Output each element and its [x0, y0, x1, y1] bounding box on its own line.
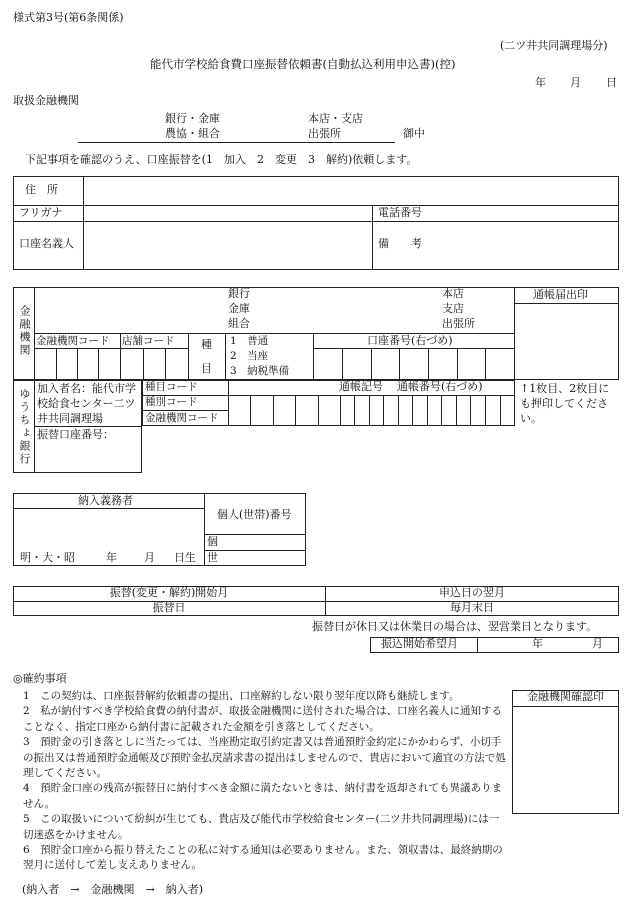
kind-label-1: 種: [201, 338, 212, 351]
start-month-label: 振替(変更・解約)開始月: [109, 586, 229, 599]
intro-text: 下記事項を確認のうえ、口座振替を(1 加入 2 変更 3 解約)依頼します。: [25, 153, 418, 166]
address-label: 住 所: [25, 183, 58, 196]
payer-heading: 納入義務者: [78, 494, 133, 507]
kind-option-ordinary: 1 普通: [230, 335, 269, 347]
yucho-passbook-symbol-label: 通帳記号: [339, 380, 383, 393]
payer-setai-label: 世: [207, 551, 218, 564]
branch-code-label: 店舗コード: [122, 335, 175, 347]
bank-option-kumiai: 組合: [228, 317, 250, 330]
bank-side-label: 金融機関: [18, 305, 31, 357]
term-item: 1 この契約は、口座振替解約依頼書の提出、口座解約しない限り翌年度以降も継続します。: [23, 690, 460, 702]
payer-year: 年: [106, 551, 117, 564]
yucho-transfer-account: 振替口座番号：: [37, 428, 114, 441]
branch-option-shiten: 支店: [442, 302, 464, 315]
bank-option-bank: 銀行: [228, 287, 250, 300]
term-item: 3 預貯金の引き落としに当たっては、当座勘定取引約定書又は普通預貯金約定にかかわらず、小切手の振出又は普通預貯金通帳及び預貯金払戻請求書の提出はしませんので、貴店において適宜の方法で処理してください。: [23, 736, 506, 780]
kind-option-tax: 3 納税準備: [230, 365, 290, 377]
yucho-code-cells: [228, 395, 340, 426]
yucho-passbook-cells: [340, 395, 515, 426]
routing-note: (納入者 → 金融機関 → 納入者): [22, 883, 204, 896]
branch-code-cells: [120, 348, 188, 380]
yucho-inst-code-label: 金融機関コード: [145, 412, 219, 424]
phone-label: 電話番号: [378, 206, 422, 219]
seal-label: 通帳届出印: [533, 288, 588, 301]
center-note: (二ツ井共同調理場分): [500, 39, 608, 52]
confirm-stamp-label: 金融機関確認印: [527, 690, 604, 703]
holiday-note: 振替日が休日又は休業日の場合は、翌営業日となります。: [312, 620, 598, 633]
term-item: 5 この取扱いについて紛糾が生じても、貴店及び能代市学校給食センター(二ツ井共同調理場)には一切迷惑をかけません。: [23, 813, 500, 841]
onchu-label: 御中: [403, 127, 425, 140]
term-item: 6 預貯金口座から振り替えたことの私に対する通知は必要ありません。また、領収書は、最終納期の翌月に送付して差し支えありません。: [23, 844, 503, 872]
bank-kind-line2: 農協・組合: [165, 127, 220, 140]
yucho-passbook-number-label: 通帳番号(右づめ): [397, 380, 483, 393]
applicant-table: [13, 176, 619, 270]
account-number-cells: [313, 348, 514, 380]
furigana-label: フリガナ: [19, 206, 63, 219]
yucho-category-code-label: 種別コード: [145, 396, 198, 408]
branch-option-honten: 本店: [442, 287, 464, 300]
payer-id-label: 個人(世帯)番号: [217, 508, 292, 521]
date-month: 月: [570, 76, 581, 89]
inst-code-cells: [34, 348, 120, 380]
term-item: 4 預貯金口座の残高が振替日に納付すべき金額に満たないときは、納付書を返却されても異議ありません。: [23, 782, 502, 810]
yucho-member-name: 加入者名：能代市学校給食センター二ツ井共同調理場: [37, 382, 136, 425]
institution-heading: 取扱金融機関: [13, 94, 79, 107]
transfer-day-value: 毎月末日: [450, 601, 494, 614]
date-year: 年: [535, 76, 546, 89]
terms-list: [23, 689, 508, 874]
kind-option-current: 2 当座: [230, 350, 269, 362]
form-number: 様式第3号(第6条関係): [13, 11, 124, 24]
bank-option-kinko: 金庫: [228, 302, 250, 315]
account-holder-label: 口座名義人: [19, 237, 74, 250]
desired-month: 月: [592, 637, 603, 650]
terms-heading: ◎確約事項: [13, 672, 67, 685]
payer-month: 月: [144, 551, 155, 564]
desired-year: 年: [532, 637, 543, 650]
seal-note: ↑1枚目、2枚目にも押印してください。: [520, 382, 610, 425]
start-month-value: 申込日の翌月: [439, 586, 505, 599]
form-title: 能代市学校給食費口座振替依頼書(自動払込利用申込書)(控): [150, 57, 456, 71]
branch-kind-line1: 本店・支店: [308, 112, 363, 125]
remarks-label: 備 考: [378, 237, 422, 250]
yucho-type-code-label: 種目コード: [145, 381, 198, 393]
kind-label-2: 目: [201, 362, 212, 375]
institution-underline: [78, 142, 395, 143]
payer-eras: 明・大・昭: [20, 551, 75, 564]
term-item: 2 私が納付すべき学校給食費の納付書が、取扱金融機関に送付された場合は、口座名義人に通知することなく、指定口座から納付書に記載された金額を引き落としてください。: [23, 705, 502, 733]
confirm-stamp-box: [512, 690, 619, 814]
branch-kind-line2: 出張所: [308, 127, 341, 140]
desired-month-label: 振込開始希望月: [381, 637, 458, 650]
inst-code-label: 金融機関コード: [36, 335, 110, 347]
payer-born: 日生: [174, 551, 196, 564]
yucho-side-label: ゆうちょ銀行: [18, 388, 31, 466]
branch-option-shucchosho: 出張所: [442, 317, 475, 330]
payer-ko-label: 個: [207, 535, 218, 548]
bank-kind-line1: 銀行・金庫: [165, 112, 220, 125]
transfer-day-label: 振替日: [152, 601, 186, 614]
account-number-label: 口座番号(右づめ): [367, 334, 453, 347]
date-day: 日: [606, 76, 617, 89]
